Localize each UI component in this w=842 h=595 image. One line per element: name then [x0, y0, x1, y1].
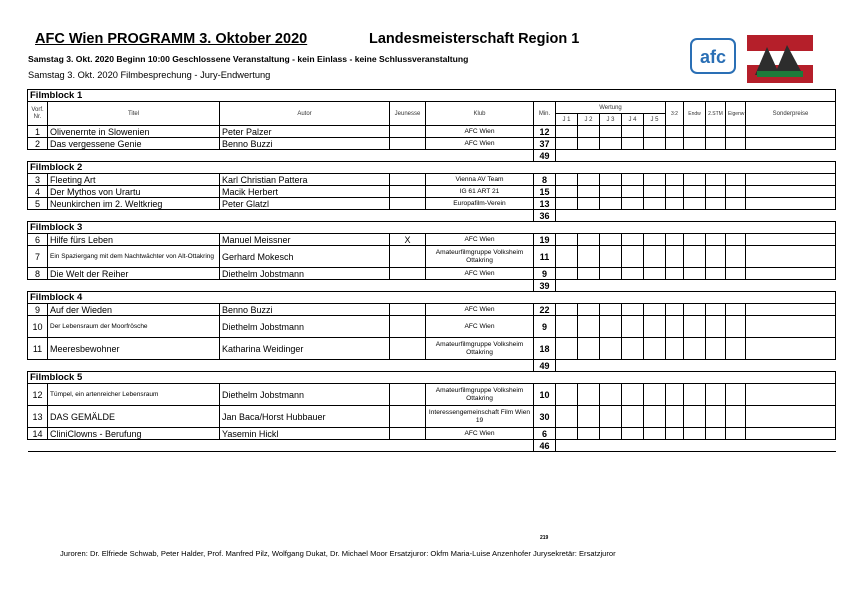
- schedule-line: Samstag 3. Okt. 2020 Beginn 10:00 Geschlossene Veranstaltung - kein Einlass - keine Schlussveranstaltung: [28, 54, 469, 64]
- score-zstm-cell: [706, 126, 726, 138]
- score-j1-cell: [556, 338, 578, 360]
- film-jeunesse: [390, 304, 426, 316]
- score-endw-cell: [684, 174, 706, 186]
- film-minutes: 8: [534, 174, 556, 186]
- film-title: Der Lebensraum der Moorfrösche: [48, 316, 220, 338]
- score-j5-cell: [644, 406, 666, 428]
- score-j4-cell: [622, 198, 644, 210]
- score-endw-cell: [684, 186, 706, 198]
- col-jeunesse: Jeunesse: [390, 102, 426, 126]
- score-j1-cell: [556, 138, 578, 150]
- score-zstm-cell: [706, 234, 726, 246]
- block-header-row: [28, 90, 836, 102]
- sonderpreise-cell: [746, 234, 836, 246]
- block-label: Filmblock 4: [28, 292, 836, 304]
- score-j5-cell: [644, 268, 666, 280]
- table-row: [28, 384, 836, 406]
- film-minutes: 18: [534, 338, 556, 360]
- film-jeunesse: [390, 246, 426, 268]
- block-sum: 49: [534, 150, 556, 162]
- score-zstm-cell: [706, 198, 726, 210]
- film-number: 10: [28, 316, 48, 338]
- score-j3-cell: [600, 338, 622, 360]
- score-j3-cell: [600, 126, 622, 138]
- score-eigenw-cell: [726, 198, 746, 210]
- score-j5-cell: [644, 246, 666, 268]
- jury-line: Samstag 3. Okt. 2020 Filmbesprechung - Jury-Endwertung: [28, 70, 271, 80]
- score-endw-cell: [684, 268, 706, 280]
- score-eigenw-cell: [726, 338, 746, 360]
- score-j4-cell: [622, 316, 644, 338]
- score-j4-cell: [622, 304, 644, 316]
- score-32-cell: [666, 198, 684, 210]
- score-j4-cell: [622, 338, 644, 360]
- sum-spacer: [556, 280, 836, 292]
- film-number: 12: [28, 384, 48, 406]
- verband-logo-icon: [747, 35, 813, 83]
- score-32-cell: [666, 384, 684, 406]
- sonderpreise-cell: [746, 138, 836, 150]
- film-number: 14: [28, 428, 48, 440]
- block-header-row: [28, 162, 836, 174]
- film-author: Diethelm Jobstmann: [220, 384, 390, 406]
- col-autor: Autor: [220, 102, 390, 126]
- sonderpreise-cell: [746, 316, 836, 338]
- sum-spacer: [28, 280, 534, 292]
- film-number: 11: [28, 338, 48, 360]
- score-32-cell: [666, 246, 684, 268]
- score-endw-cell: [684, 384, 706, 406]
- score-j4-cell: [622, 384, 644, 406]
- score-endw-cell: [684, 234, 706, 246]
- sonderpreise-cell: [746, 186, 836, 198]
- sum-spacer: [28, 150, 534, 162]
- film-jeunesse: [390, 316, 426, 338]
- col-j3: J 3: [600, 114, 622, 126]
- film-title: Ein Spaziergang mit dem Nachtwächter von Alt-Ottakring: [48, 246, 220, 268]
- score-j3-cell: [600, 316, 622, 338]
- score-j1-cell: [556, 384, 578, 406]
- col-j5: J 5: [644, 114, 666, 126]
- score-j1-cell: [556, 198, 578, 210]
- score-eigenw-cell: [726, 186, 746, 198]
- film-title: Hilfe fürs Leben: [48, 234, 220, 246]
- score-j4-cell: [622, 406, 644, 428]
- film-number: 2: [28, 138, 48, 150]
- score-j2-cell: [578, 338, 600, 360]
- film-club: AFC Wien: [426, 126, 534, 138]
- sonderpreise-cell: [746, 384, 836, 406]
- film-title: Meeresbewohner: [48, 338, 220, 360]
- block-label: Filmblock 1: [28, 90, 836, 102]
- table-row: [28, 304, 836, 316]
- score-j1-cell: [556, 428, 578, 440]
- score-eigenw-cell: [726, 268, 746, 280]
- score-j5-cell: [644, 186, 666, 198]
- film-title: Neunkirchen im 2. Weltkrieg: [48, 198, 220, 210]
- table-row: [28, 186, 836, 198]
- film-number: 8: [28, 268, 48, 280]
- title-right: Landesmeisterschaft Region 1: [369, 31, 580, 47]
- logo-afc-text: afc: [699, 47, 727, 67]
- score-32-cell: [666, 316, 684, 338]
- score-eigenw-cell: [726, 304, 746, 316]
- score-j3-cell: [600, 406, 622, 428]
- film-club: Amateurfilmgruppe Volksheim Ottakring: [426, 338, 534, 360]
- afc-logo-icon: [690, 38, 736, 74]
- score-j5-cell: [644, 126, 666, 138]
- score-zstm-cell: [706, 186, 726, 198]
- score-j3-cell: [600, 428, 622, 440]
- film-number: 13: [28, 406, 48, 428]
- score-j1-cell: [556, 234, 578, 246]
- sonderpreise-cell: [746, 246, 836, 268]
- col-sonderpreise: Sonderpreise: [746, 102, 836, 126]
- score-j1-cell: [556, 246, 578, 268]
- film-minutes: 6: [534, 428, 556, 440]
- score-j3-cell: [600, 186, 622, 198]
- table-row: [28, 428, 836, 440]
- film-minutes: 19: [534, 234, 556, 246]
- film-club: AFC Wien: [426, 268, 534, 280]
- score-j2-cell: [578, 406, 600, 428]
- score-j5-cell: [644, 138, 666, 150]
- sonderpreise-cell: [746, 126, 836, 138]
- film-minutes: 11: [534, 246, 556, 268]
- col-j4: J 4: [622, 114, 644, 126]
- block-sum-row: [28, 210, 836, 222]
- film-club: Amateurfilmgruppe Volksheim Ottakring: [426, 246, 534, 268]
- film-jeunesse: [390, 338, 426, 360]
- score-j2-cell: [578, 246, 600, 268]
- score-eigenw-cell: [726, 406, 746, 428]
- score-j2-cell: [578, 198, 600, 210]
- sum-spacer: [556, 440, 836, 452]
- score-j1-cell: [556, 406, 578, 428]
- film-title: Der Mythos von Urartu: [48, 186, 220, 198]
- film-title: Tümpel, ein artenreicher Lebensraum: [48, 384, 220, 406]
- grand-total: 219: [540, 535, 549, 541]
- score-j4-cell: [622, 268, 644, 280]
- score-zstm-cell: [706, 338, 726, 360]
- block-label: Filmblock 5: [28, 372, 836, 384]
- film-club: Interessengemeinschaft Film Wien 19: [426, 406, 534, 428]
- score-32-cell: [666, 268, 684, 280]
- score-j4-cell: [622, 234, 644, 246]
- score-endw-cell: [684, 406, 706, 428]
- score-j2-cell: [578, 384, 600, 406]
- film-title: Olivenernte in Slowenien: [48, 126, 220, 138]
- film-jeunesse: [390, 174, 426, 186]
- sum-spacer: [28, 440, 534, 452]
- film-club: AFC Wien: [426, 138, 534, 150]
- block-header-row: [28, 292, 836, 304]
- score-j1-cell: [556, 268, 578, 280]
- score-j5-cell: [644, 234, 666, 246]
- sonderpreise-cell: [746, 198, 836, 210]
- sonderpreise-cell: [746, 338, 836, 360]
- score-32-cell: [666, 338, 684, 360]
- score-32-cell: [666, 428, 684, 440]
- score-zstm-cell: [706, 428, 726, 440]
- col-wertung: Wertung: [556, 102, 666, 114]
- film-minutes: 9: [534, 316, 556, 338]
- score-eigenw-cell: [726, 138, 746, 150]
- film-author: Karl Christian Pattera: [220, 174, 390, 186]
- sum-spacer: [556, 360, 836, 372]
- column-header-row: [28, 102, 836, 114]
- score-j2-cell: [578, 316, 600, 338]
- film-title: Auf der Wieden: [48, 304, 220, 316]
- film-title: Das vergessene Genie: [48, 138, 220, 150]
- score-j5-cell: [644, 338, 666, 360]
- film-number: 7: [28, 246, 48, 268]
- sonderpreise-cell: [746, 174, 836, 186]
- score-endw-cell: [684, 428, 706, 440]
- score-zstm-cell: [706, 316, 726, 338]
- sonderpreise-cell: [746, 406, 836, 428]
- score-eigenw-cell: [726, 384, 746, 406]
- film-minutes: 15: [534, 186, 556, 198]
- film-jeunesse: [390, 406, 426, 428]
- block-sum-row: [28, 360, 836, 372]
- sum-spacer: [28, 360, 534, 372]
- film-author: Diethelm Jobstmann: [220, 268, 390, 280]
- film-jeunesse: X: [390, 234, 426, 246]
- score-j5-cell: [644, 304, 666, 316]
- col-32: 3:2: [666, 102, 684, 126]
- film-author: Jan Baca/Horst Hubbauer: [220, 406, 390, 428]
- score-j2-cell: [578, 174, 600, 186]
- sum-spacer: [556, 210, 836, 222]
- film-jeunesse: [390, 186, 426, 198]
- film-author: Yasemin Hickl: [220, 428, 390, 440]
- score-endw-cell: [684, 246, 706, 268]
- page-title: [35, 31, 580, 47]
- film-club: IG 61 ART 21: [426, 186, 534, 198]
- film-club: Europafilm-Verein: [426, 198, 534, 210]
- film-minutes: 12: [534, 126, 556, 138]
- score-j4-cell: [622, 428, 644, 440]
- score-j1-cell: [556, 126, 578, 138]
- score-j1-cell: [556, 186, 578, 198]
- block-sum: 49: [534, 360, 556, 372]
- score-32-cell: [666, 234, 684, 246]
- score-j3-cell: [600, 246, 622, 268]
- title-left: AFC Wien PROGRAMM 3. Oktober 2020: [35, 31, 308, 47]
- film-minutes: 10: [534, 384, 556, 406]
- score-j2-cell: [578, 138, 600, 150]
- score-32-cell: [666, 304, 684, 316]
- sum-spacer: [556, 150, 836, 162]
- col-titel: Titel: [48, 102, 220, 126]
- score-zstm-cell: [706, 138, 726, 150]
- sonderpreise-cell: [746, 304, 836, 316]
- score-j3-cell: [600, 198, 622, 210]
- film-author: Gerhard Mokesch: [220, 246, 390, 268]
- film-author: Manuel Meissner: [220, 234, 390, 246]
- col-klub: Klub: [426, 102, 534, 126]
- score-endw-cell: [684, 198, 706, 210]
- block-label: Filmblock 3: [28, 222, 836, 234]
- score-eigenw-cell: [726, 174, 746, 186]
- film-author: Katharina Weidinger: [220, 338, 390, 360]
- sonderpreise-cell: [746, 428, 836, 440]
- score-j3-cell: [600, 304, 622, 316]
- score-eigenw-cell: [726, 316, 746, 338]
- score-j4-cell: [622, 126, 644, 138]
- score-zstm-cell: [706, 384, 726, 406]
- score-eigenw-cell: [726, 126, 746, 138]
- score-eigenw-cell: [726, 234, 746, 246]
- block-sum-row: [28, 440, 836, 452]
- score-32-cell: [666, 138, 684, 150]
- film-club: AFC Wien: [426, 428, 534, 440]
- score-j5-cell: [644, 198, 666, 210]
- block-label: Filmblock 2: [28, 162, 836, 174]
- film-minutes: 30: [534, 406, 556, 428]
- film-club: AFC Wien: [426, 304, 534, 316]
- score-j2-cell: [578, 268, 600, 280]
- film-jeunesse: [390, 198, 426, 210]
- film-minutes: 37: [534, 138, 556, 150]
- film-author: Benno Buzzi: [220, 304, 390, 316]
- film-club: Amateurfilmgruppe Volksheim Ottakring: [426, 384, 534, 406]
- film-jeunesse: [390, 126, 426, 138]
- score-j2-cell: [578, 234, 600, 246]
- table-row: [28, 316, 836, 338]
- score-j4-cell: [622, 186, 644, 198]
- score-zstm-cell: [706, 268, 726, 280]
- score-endw-cell: [684, 338, 706, 360]
- film-club: Vienna AV Team: [426, 174, 534, 186]
- score-j4-cell: [622, 174, 644, 186]
- score-j5-cell: [644, 428, 666, 440]
- film-club: AFC Wien: [426, 234, 534, 246]
- score-j5-cell: [644, 384, 666, 406]
- film-number: 3: [28, 174, 48, 186]
- film-author: Macik Herbert: [220, 186, 390, 198]
- film-minutes: 9: [534, 268, 556, 280]
- film-author: Benno Buzzi: [220, 138, 390, 150]
- block-sum-row: [28, 150, 836, 162]
- col-vorf: Vorf. Nr.: [28, 102, 48, 126]
- score-j4-cell: [622, 246, 644, 268]
- table-row: [28, 246, 836, 268]
- score-j1-cell: [556, 174, 578, 186]
- col-j1: J 1: [556, 114, 578, 126]
- score-j2-cell: [578, 126, 600, 138]
- table-row: [28, 198, 836, 210]
- score-j3-cell: [600, 384, 622, 406]
- score-32-cell: [666, 186, 684, 198]
- film-author: Diethelm Jobstmann: [220, 316, 390, 338]
- score-j1-cell: [556, 304, 578, 316]
- block-header-row: [28, 372, 836, 384]
- film-number: 5: [28, 198, 48, 210]
- score-j3-cell: [600, 234, 622, 246]
- score-j3-cell: [600, 138, 622, 150]
- table-row: [28, 234, 836, 246]
- film-number: 6: [28, 234, 48, 246]
- score-j5-cell: [644, 174, 666, 186]
- film-title: Fleeting Art: [48, 174, 220, 186]
- score-j2-cell: [578, 428, 600, 440]
- block-sum-row: [28, 280, 836, 292]
- score-32-cell: [666, 126, 684, 138]
- score-j3-cell: [600, 174, 622, 186]
- table-row: [28, 138, 836, 150]
- score-zstm-cell: [706, 174, 726, 186]
- col-j2: J 2: [578, 114, 600, 126]
- score-zstm-cell: [706, 406, 726, 428]
- score-zstm-cell: [706, 246, 726, 268]
- film-number: 9: [28, 304, 48, 316]
- film-minutes: 13: [534, 198, 556, 210]
- table-row: [28, 174, 836, 186]
- table-row: [28, 406, 836, 428]
- score-j1-cell: [556, 316, 578, 338]
- film-jeunesse: [390, 138, 426, 150]
- block-header-row: [28, 222, 836, 234]
- sonderpreise-cell: [746, 268, 836, 280]
- score-eigenw-cell: [726, 246, 746, 268]
- score-32-cell: [666, 406, 684, 428]
- film-title: CliniClowns - Berufung: [48, 428, 220, 440]
- film-jeunesse: [390, 428, 426, 440]
- score-j5-cell: [644, 316, 666, 338]
- col-eigenw: Eigenw: [726, 102, 746, 126]
- score-eigenw-cell: [726, 428, 746, 440]
- film-number: 4: [28, 186, 48, 198]
- sum-spacer: [28, 210, 534, 222]
- film-minutes: 22: [534, 304, 556, 316]
- block-sum: 46: [534, 440, 556, 452]
- film-number: 1: [28, 126, 48, 138]
- score-zstm-cell: [706, 304, 726, 316]
- table-row: [28, 338, 836, 360]
- program-table: [27, 89, 836, 452]
- score-endw-cell: [684, 316, 706, 338]
- score-j2-cell: [578, 304, 600, 316]
- score-32-cell: [666, 174, 684, 186]
- score-endw-cell: [684, 138, 706, 150]
- score-j4-cell: [622, 138, 644, 150]
- jury-footer: Juroren: Dr. Elfriede Schwab, Peter Halder, Prof. Manfred Pilz, Wolfgang Dukat, Dr. Michael Moor Ersatzjuror: Okfm Maria-Luise Anzenhofer Jurysekretär: Ersatzjuror: [60, 549, 616, 558]
- film-title: DAS GEMÄLDE: [48, 406, 220, 428]
- table-row: [28, 268, 836, 280]
- film-jeunesse: [390, 268, 426, 280]
- film-jeunesse: [390, 384, 426, 406]
- film-club: AFC Wien: [426, 316, 534, 338]
- score-endw-cell: [684, 304, 706, 316]
- score-endw-cell: [684, 126, 706, 138]
- score-j2-cell: [578, 186, 600, 198]
- film-title: Die Welt der Reiher: [48, 268, 220, 280]
- block-sum: 36: [534, 210, 556, 222]
- block-sum: 39: [534, 280, 556, 292]
- score-j3-cell: [600, 268, 622, 280]
- film-author: Peter Glatzl: [220, 198, 390, 210]
- table-row: [28, 126, 836, 138]
- film-author: Peter Palzer: [220, 126, 390, 138]
- col-endw: Endw: [684, 102, 706, 126]
- col-zstm: 2.STM: [706, 102, 726, 126]
- col-min: Min.: [534, 102, 556, 126]
